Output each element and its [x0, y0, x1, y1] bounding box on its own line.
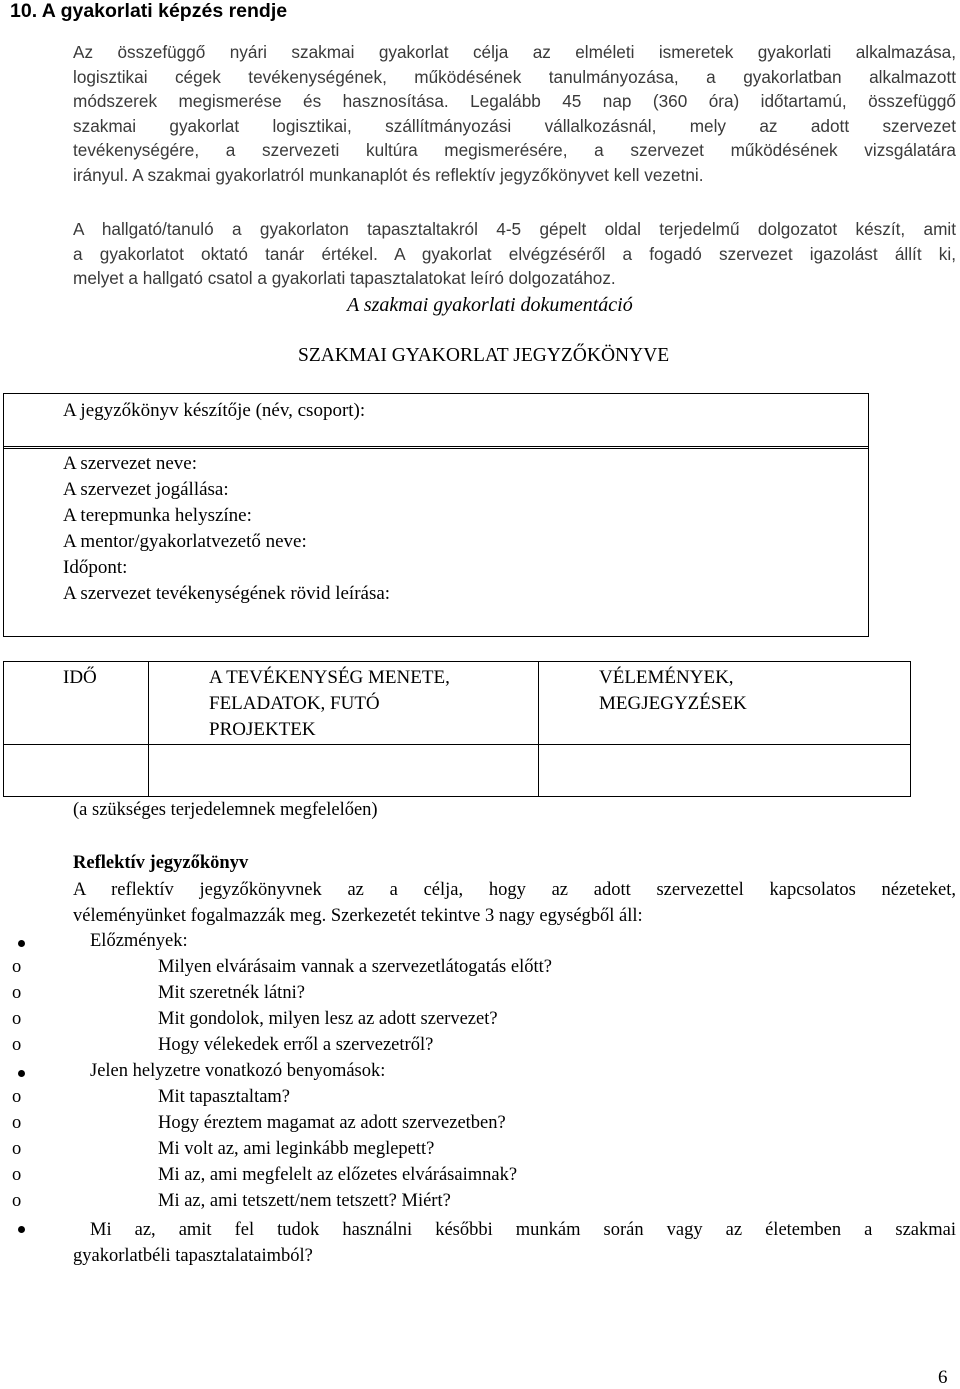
list-item: Hogy vélekedek erről a szervezetről? — [158, 1035, 434, 1055]
list-item: Mit gondolok, milyen lesz az adott szervezet? — [158, 1009, 498, 1029]
section-heading: 10. A gyakorlati képzés rendje — [10, 0, 288, 22]
paragraph-line: logisztikai cégek tevékenységének, működésének tanulmányozása, a gyakorlatban alkalmazott — [73, 66, 956, 87]
circle-bullet-icon: o — [12, 1087, 22, 1107]
list-item: Mi volt az, ami leginkább meglepett? — [158, 1139, 435, 1159]
log-table — [3, 661, 911, 797]
org-field-mentor: A mentor/gyakorlatvezető neve: — [63, 531, 307, 552]
col-opinions-header: VÉLEMÉNYEK, MEGJEGYZÉSEK — [539, 662, 911, 745]
paragraph-line: melyet a hallgató csatol a gyakorlati tapasztalatokat leíró dolgozatához. — [73, 268, 616, 288]
org-field-date: Időpont: — [63, 557, 128, 578]
page-number: 6 — [938, 1367, 948, 1388]
org-field-name: A szervezet neve: — [63, 453, 197, 474]
author-label: A jegyzőkönyv készítője (név, csoport): — [63, 400, 366, 421]
circle-bullet-icon: o — [12, 1191, 22, 1211]
section-title: Előzmények: — [90, 931, 188, 951]
section-title: Jelen helyzetre vonatkozó benyomások: — [90, 1061, 386, 1081]
list-item: Mit tapasztaltam? — [158, 1087, 291, 1107]
paragraph-line: a gyakorlatot oktató tanár értékel. A gyakorlat elvégzéséről a fogadó szervezet igazolást állít ki, — [73, 243, 956, 264]
circle-bullet-icon: o — [12, 1165, 22, 1185]
circle-bullet-icon: o — [12, 983, 22, 1003]
form-title: SZAKMAI GYAKORLAT JEGYZŐKÖNYVE — [298, 345, 670, 366]
paragraph-line: Az összefüggő nyári szakmai gyakorlat célja az elméleti ismeretek gyakorlati alkalmazása, — [73, 42, 956, 62]
org-field-status: A szervezet jogállása: — [63, 479, 229, 500]
paragraph-line: gyakorlatbéli tapasztalataimból? — [73, 1246, 313, 1266]
organization-box — [3, 446, 869, 637]
circle-bullet-icon: o — [12, 1035, 22, 1055]
org-field-location: A terepmunka helyszíne: — [63, 505, 252, 526]
bullet-icon — [18, 940, 25, 947]
table-cell — [149, 745, 539, 797]
circle-bullet-icon: o — [12, 1113, 22, 1133]
paragraph-line: szakmai gyakorlat logisztikai, szállítmányozási vállalkozásnál, mely az adott szervezet — [73, 115, 956, 136]
circle-bullet-icon: o — [12, 957, 22, 977]
paragraph-line: Mi az, amit fel tudok használni későbbi munkám során vagy az életemben a szakmai — [90, 1220, 956, 1240]
list-item: Mit szeretnék látni? — [158, 983, 305, 1003]
log-table-header — [4, 662, 911, 745]
intro-paragraph — [73, 40, 956, 187]
table-row — [4, 745, 911, 797]
col-activity-header: A TEVÉKENYSÉG MENETE, FELADATOK, FUTÓ PROJEKTEK — [149, 662, 539, 745]
bullet-icon — [18, 1070, 25, 1077]
report-paragraph — [73, 217, 956, 291]
paragraph-line: irányul. A szakmai gyakorlatról munkanaplót és reflektív jegyzőkönyvet kell vezetni. — [73, 164, 704, 185]
final-question — [73, 1217, 956, 1269]
list-item: Mi az, ami tetszett/nem tetszett? Miért? — [158, 1191, 451, 1211]
org-field-description: A szervezet tevékenységének rövid leírása: — [63, 583, 391, 604]
col-time-header: IDŐ — [4, 662, 149, 745]
list-item: Hogy éreztem magamat az adott szervezetben? — [158, 1113, 506, 1133]
paragraph-line: módszerek megismerése és hasznosítása. Legalább 45 nap (360 óra) időtartamú, összefüggő — [73, 91, 956, 111]
documentation-title: A szakmai gyakorlati dokumentáció — [347, 294, 633, 316]
list-item: Mi az, ami megfelelt az előzetes elvárásaimnak? — [158, 1165, 518, 1185]
bullet-icon — [18, 1226, 25, 1233]
circle-bullet-icon: o — [12, 1009, 22, 1029]
list-item: Milyen elvárásaim vannak a szervezetlátogatás előtt? — [158, 957, 552, 977]
table-cell — [539, 745, 911, 797]
circle-bullet-icon: o — [12, 1139, 22, 1159]
paragraph-line: A reflektív jegyzőkönyvnek az a célja, hogy az adott szervezettel kapcsolatos nézeteket, — [73, 880, 956, 900]
author-box — [3, 393, 869, 449]
table-cell — [4, 745, 149, 797]
table-note: (a szükséges terjedelemnek megfelelően) — [73, 800, 378, 820]
paragraph-line: véleményünket fogalmazzák meg. Szerkezetét tekintve 3 nagy egységből áll: — [73, 906, 643, 926]
paragraph-line: A hallgató/tanuló a gyakorlaton tapasztaltakról 4-5 gépelt oldal terjedelmű dolgozatot készít, amit — [73, 219, 956, 239]
paragraph-line: tevékenységére, a szervezeti kultúra megismerésére, a szervezet működésének vizsgálatára — [73, 140, 956, 160]
reflective-heading: Reflektív jegyzőkönyv — [73, 853, 249, 873]
reflective-intro — [73, 877, 956, 929]
